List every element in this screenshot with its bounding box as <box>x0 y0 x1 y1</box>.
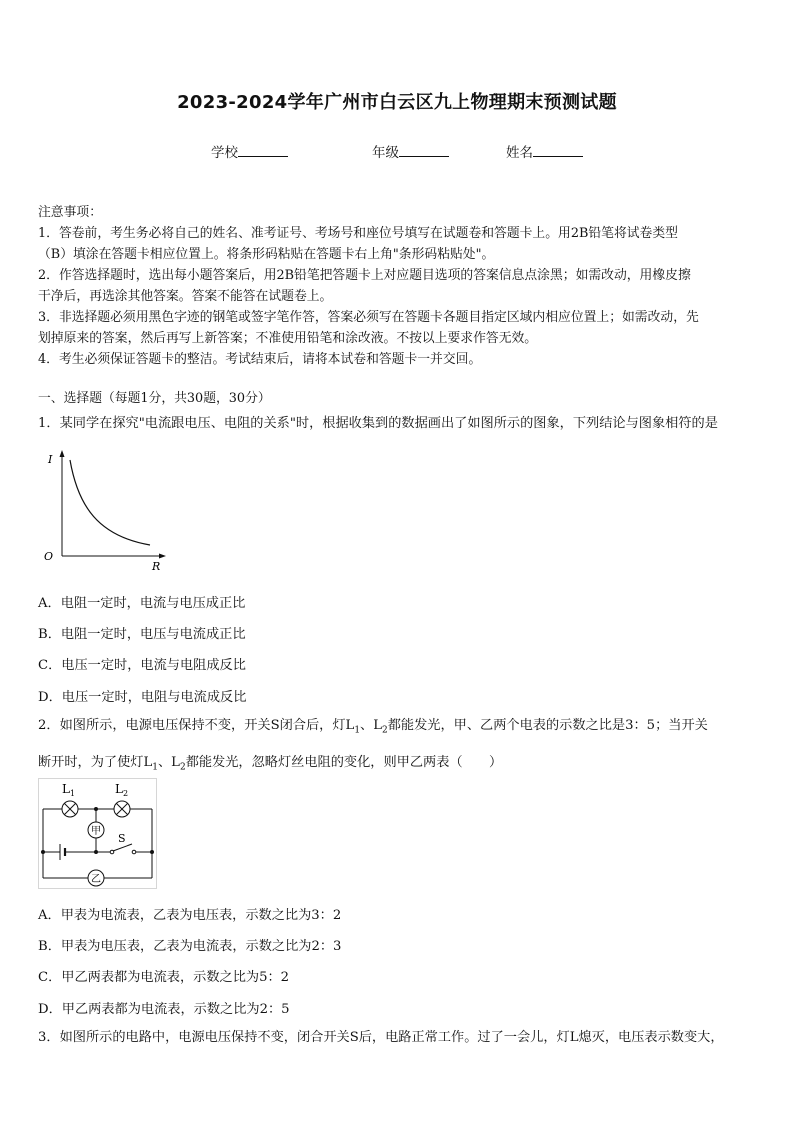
name-blank[interactable] <box>533 142 583 157</box>
q1-i-r-graph <box>40 448 175 573</box>
q2-circuit-diagram <box>38 778 158 890</box>
name-label: 姓名 <box>506 145 533 161</box>
question-1-stem <box>38 408 760 440</box>
lamp-l1-label: $L_1$ <box>62 782 76 798</box>
exam-title: 2023-2024学年广州市白云区九上物理期末预测试题 <box>177 92 617 113</box>
question-2-line-1: 2．如图所示，电源电压保持不变，开关S闭合后，灯$L_1$、$L_2$都能发光，甲、乙两个电表的示数之比是3：5；当开关 <box>38 718 708 736</box>
grade-label: 年级 <box>372 145 399 161</box>
q2-option-d[interactable]: D．甲乙两表都为电流表，示数之比为2：5 <box>38 1002 290 1017</box>
y-axis-label: I <box>48 453 53 466</box>
q2-option-c[interactable]: C．甲乙两表都为电流表，示数之比为5：2 <box>38 970 290 985</box>
lamp-l1-icon <box>62 801 78 817</box>
notes-line: 划掉原来的答案，然后再写上新答案；不准使用铅笔和涂改液。不按以上要求作答无效。 <box>38 331 538 346</box>
school-field[interactable] <box>211 141 288 161</box>
grade-blank[interactable] <box>399 142 449 157</box>
school-label: 学校 <box>211 145 238 161</box>
notes-line: 3．非选择题必须用黑色字迹的钢笔或签字笔作答，答案必须写在答题卡各题目指定区域内相应位置上；如需改动，先 <box>38 310 699 325</box>
notes-line: （B）填涂在答题卡相应位置上。将条形码粘贴在答题卡右上角"条形码粘贴处"。 <box>38 247 495 262</box>
x-axis-label: R <box>152 560 161 573</box>
section-heading: 一、选择题（每题1分，共30题，30分） <box>38 391 271 406</box>
notes-line: 干净后，再选涂其他答案。答案不能答在试题卷上。 <box>38 289 333 304</box>
lamp-l2-label: $L_2$ <box>115 782 129 798</box>
school-blank[interactable] <box>238 142 288 157</box>
grade-field[interactable] <box>372 141 449 161</box>
meter-jia-label: 甲 <box>91 826 101 837</box>
q1-option-b[interactable]: B．电阻一定时，电压与电流成正比 <box>38 627 246 642</box>
notes-block <box>38 202 758 370</box>
question-1-text: 1．某同学在探究"电流跟电压、电阻的关系"时，根据收集到的数据画出了如图所示的图象，下列结论与图象相符的是 <box>38 416 718 431</box>
q1-option-a[interactable]: A．电阻一定时，电流与电压成正比 <box>38 596 246 611</box>
y-axis-arrow-icon <box>60 450 65 457</box>
notes-line: 1．答卷前，考生务必将自己的姓名、准考证号、考场号和座位号填写在试题卷和答题卡上。用2B铅笔将试卷类型 <box>38 226 678 241</box>
q1-option-d[interactable]: D．电压一定时，电阻与电流成反比 <box>38 690 247 705</box>
q2-option-b[interactable]: B．甲表为电压表，乙表为电流表，示数之比为2：3 <box>38 939 342 954</box>
x-axis-arrow-icon <box>159 554 166 559</box>
switch-s-icon <box>113 844 132 851</box>
question-3-text: 3．如图所示的电路中，电源电压保持不变，闭合开关S后，电路正常工作。过了一会儿，灯L熄灭，电压表示数变大， <box>38 1030 724 1045</box>
question-2-line-2: 断开时，为了使灯$L_1$、$L_2$都能发光，忽略灯丝电阻的变化，则甲乙两表（ ） <box>38 754 503 773</box>
question-2-stem <box>38 710 760 783</box>
lamp-l2-icon <box>114 801 130 817</box>
meter-yi-label: 乙 <box>91 874 101 885</box>
switch-label: S <box>118 832 126 845</box>
question-3-stem <box>38 1022 760 1054</box>
notes-heading: 注意事项： <box>38 205 102 220</box>
name-field[interactable] <box>506 141 583 161</box>
q2-option-a[interactable]: A．甲表为电流表，乙表为电压表，示数之比为3：2 <box>38 908 342 923</box>
notes-line: 4．考生必须保证答题卡的整洁。考试结束后，请将本试卷和答题卡一并交回。 <box>38 352 482 367</box>
battery-icon <box>60 844 65 860</box>
origin-label: O <box>44 550 54 563</box>
inverse-curve <box>70 460 150 545</box>
notes-line: 2．作答选择题时，选出每小题答案后，用2B铅笔把答题卡上对应题目选项的答案信息点涂黑；如需改动，用橡皮擦 <box>38 268 691 283</box>
q1-option-c[interactable]: C．电压一定时，电流与电阻成反比 <box>38 658 246 673</box>
